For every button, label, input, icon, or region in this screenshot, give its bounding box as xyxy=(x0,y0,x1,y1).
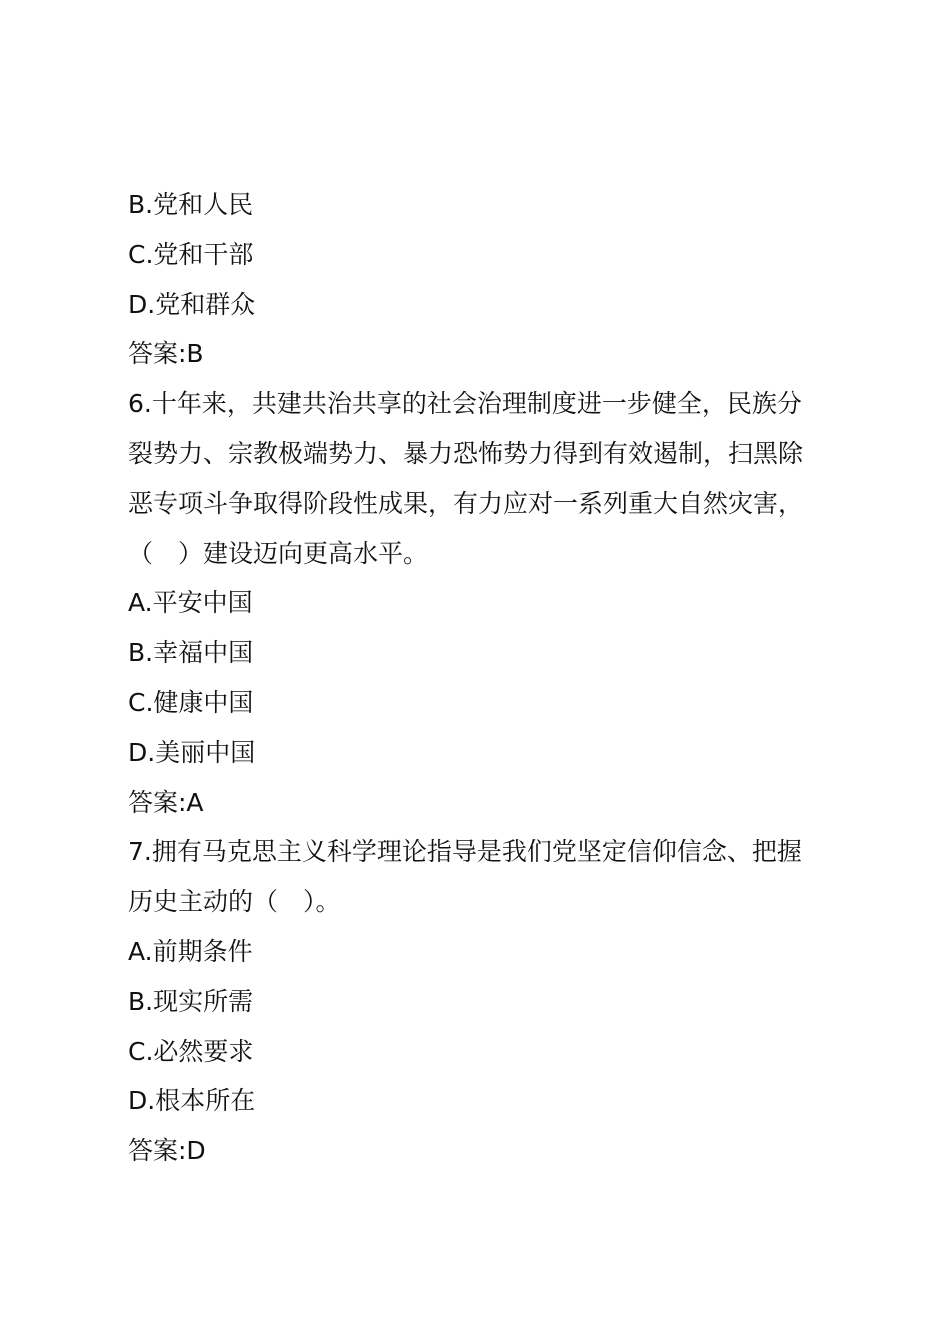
option-c: C.党和干部 xyxy=(128,239,254,269)
answer: 答案:B xyxy=(128,339,204,369)
stem-line: （ ）建设迈向更高水平。 xyxy=(128,538,429,568)
option-b: B.现实所需 xyxy=(128,986,254,1016)
stem-line: 恶专项斗争取得阶段性成果，有力应对一系列重大自然灾害， xyxy=(128,488,804,518)
stem-line: 6.十年来，共建共治共享的社会治理制度进一步健全，民族分 xyxy=(128,389,802,419)
stem-line: 7.拥有马克思主义科学理论指导是我们党坚定信仰信念、把握 xyxy=(128,837,802,867)
question-7-stem xyxy=(128,827,838,927)
option-d: D.美丽中国 xyxy=(128,737,256,767)
option-b: B.幸福中国 xyxy=(128,638,254,668)
option-b: B.党和人民 xyxy=(128,190,254,219)
option-c: C.健康中国 xyxy=(128,687,254,717)
stem-line: 历史主动的（ ）。 xyxy=(128,887,341,917)
option-c: C.必然要求 xyxy=(128,1036,254,1066)
option-d: D.党和群众 xyxy=(128,289,256,319)
option-a: A.平安中国 xyxy=(128,588,253,618)
answer: 答案:A xyxy=(128,787,204,817)
option-d: D.根本所在 xyxy=(128,1086,256,1116)
document-content xyxy=(128,180,838,1176)
option-a: A.前期条件 xyxy=(128,936,253,966)
stem-line: 裂势力、宗教极端势力、暴力恐怖势力得到有效遏制，扫黑除 xyxy=(128,438,804,468)
answer: 答案:D xyxy=(128,1136,206,1166)
question-6-stem xyxy=(128,379,838,578)
